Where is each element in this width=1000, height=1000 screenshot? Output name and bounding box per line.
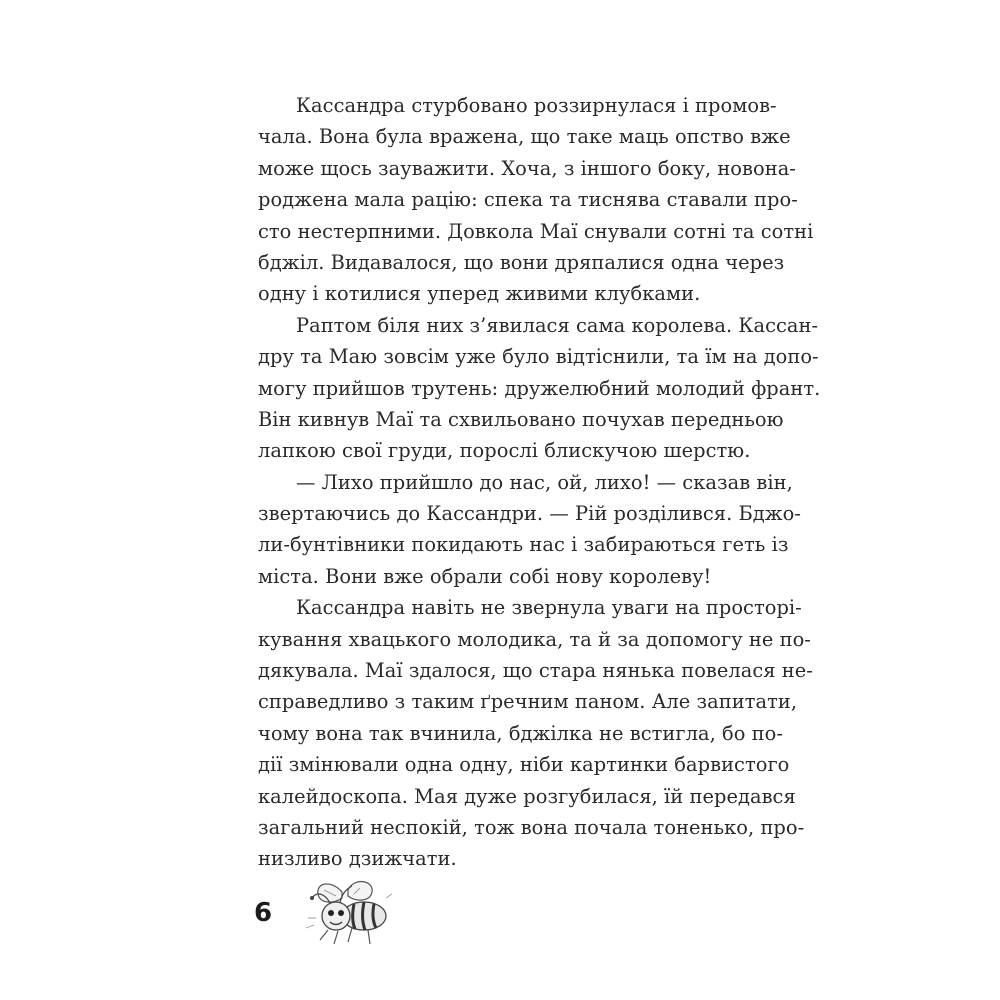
text-line: міста. Вони вже обрали собі нову королеву! [258, 564, 712, 588]
text-line: низливо дзижчати. [258, 847, 457, 871]
body-text [258, 90, 821, 875]
bee-illustration-icon [302, 878, 394, 948]
text-line: дії змінювали одна одну, ніби картинки барвистого [258, 753, 790, 777]
text-line: могу прийшов трутень: дружелюбний молодий франт. [258, 376, 821, 400]
paragraph-1 [258, 90, 814, 310]
text-line: Раптом біля них з’явилася сама королева. Кассан- [296, 313, 819, 337]
text-line: звертаючись до Кассандри. — Рій розділився. Бджо- [258, 502, 802, 526]
page-number: 6 [254, 898, 273, 928]
text-line: бджіл. Видавалося, що вони дряпалися одна через [258, 250, 785, 274]
text-line: може щось зауважити. Хоча, з іншого боку, новона- [258, 156, 796, 180]
text-line: роджена мала рацію: спека та тиснява ставали про- [258, 188, 798, 212]
text-line: лапкою свої груди, порослі блискучою шерстю. [258, 439, 751, 463]
text-line: чала. Вона була вражена, що таке маць опство вже [258, 125, 791, 149]
text-line: дру та Маю зовсім уже було відтіснили, та їм на допо- [258, 345, 819, 369]
text-line: ли-бунтівники покидають нас і забираються геть із [258, 533, 789, 557]
paragraph-2 [258, 310, 821, 467]
text-line: Кассандра стурбовано роззирнулася і промов- [296, 94, 777, 117]
text-line: справедливо з таким ґречним паном. Але запитати, [258, 690, 798, 714]
text-line: сто нестерпними. Довкола Маї снували сотні та сотні [258, 219, 814, 243]
paragraph-4 [258, 592, 813, 875]
text-line: загальний неспокій, тож вона почала тоненько, про- [258, 815, 805, 839]
text-line: кування хвацького молодика, та й за допомогу не по- [258, 627, 811, 651]
text-line: чому вона так вчинила, бджілка не встигла, бо по- [258, 721, 783, 745]
text-line: одну і котилися уперед живими клубками. [258, 282, 701, 306]
text-line: Кассандра навіть не звернула уваги на просторі- [296, 596, 802, 620]
text-line: — Лихо прийшло до нас, ой, лихо! — сказав він, [296, 470, 793, 494]
text-line: Він кивнув Маї та схвильовано почухав передньою [258, 407, 784, 431]
text-line: дякувала. Маї здалося, що стара нянька повелася не- [258, 659, 813, 683]
text-line: калейдоскопа. Мая дуже розгубилася, їй передався [258, 784, 796, 808]
paragraph-3 [258, 467, 802, 593]
